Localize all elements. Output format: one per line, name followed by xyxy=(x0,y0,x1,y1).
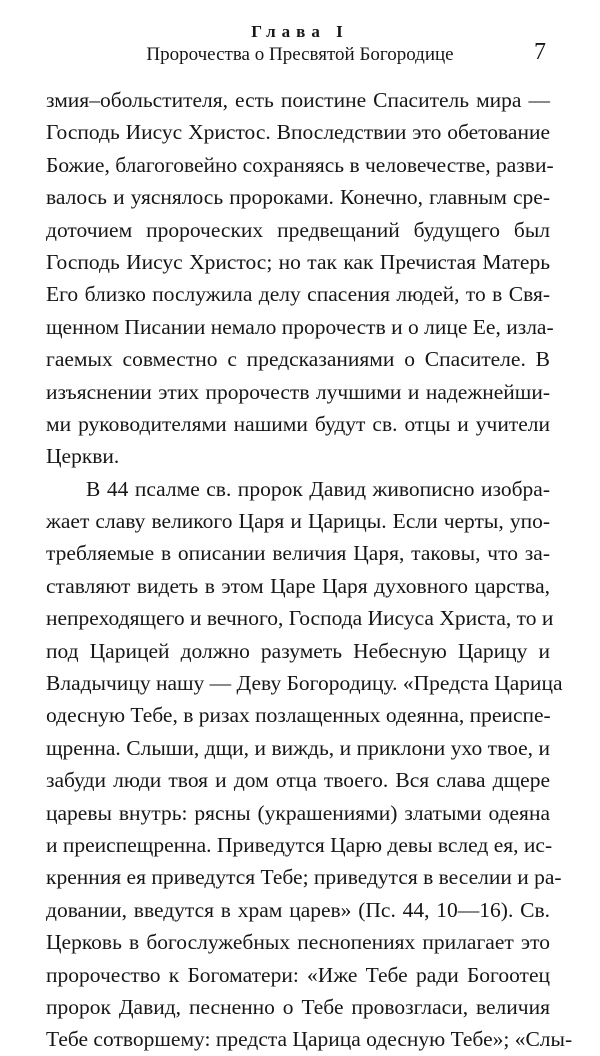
text-line: царевы внутрь: рясны (украшениями) златыми одеяна xyxy=(46,800,550,825)
text-line: и преиспещренна. Приведутся Царю девы вслед ея, ис- xyxy=(46,832,553,857)
paragraph xyxy=(46,473,573,1056)
text-line: кренния ея приведутся Тебе; приведутся в веселии и ра- xyxy=(46,865,562,890)
text-line: забуди люди твоя и дом отца твоего. Вся слава дщере xyxy=(46,768,550,793)
text-line: Тебе сотворшему: предста Царица одесную Тебе»; «Слы- xyxy=(46,1027,573,1052)
text-line: ми руководителями нашими будут св. отцы и учители xyxy=(46,411,550,436)
text-line: жает славу великого Царя и Царицы. Если черты, упо- xyxy=(46,509,550,534)
text-line: В 44 псалме св. пророк Давид живописно изобра- xyxy=(86,476,550,501)
text-line: гаемых совместно с предсказаниями о Спасителе. В xyxy=(46,347,550,372)
text-line: изъяснении этих пророчеств лучшими и надежнейши- xyxy=(46,379,550,404)
text-line: непреходящего и вечного, Господа Иисуса Христа, то и xyxy=(46,606,554,631)
text-line: пророчество к Богоматери: «Иже Тебе ради Богоотец xyxy=(46,962,550,987)
page-number: 7 xyxy=(534,39,546,65)
chapter-heading: Глава I xyxy=(251,22,349,41)
text-line: Его близко послужила делу спасения людей, то в Свя- xyxy=(46,282,550,307)
chapter-subtitle: Пророчества о Пресвятой Богородице xyxy=(146,44,454,65)
text-line: довании, введутся в храм царев» (Пс. 44, 10—16). Св. xyxy=(46,897,550,922)
text-line: ставляют видеть в этом Царе Царя духовного царства, xyxy=(46,573,550,598)
text-line: Господь Иисус Христос; но так как Пречистая Матерь xyxy=(46,249,550,274)
text-line: Господь Иисус Христос. Впоследствии это обетование xyxy=(46,120,550,145)
text-line: Церковь в богослужебных песнопениях прилагает это xyxy=(46,930,550,955)
text-line: змия–обольстителя, есть поистине Спаситель мира — xyxy=(46,88,550,112)
text-line: доточием пророческих предвещаний будущего был xyxy=(46,217,550,242)
text-line: щенном Писании немало пророчеств и о лице Ее, изла- xyxy=(46,314,554,339)
text-line: щренна. Слыши, дщи, и виждь, и приклони ухо твое, и xyxy=(46,735,550,760)
paragraph xyxy=(46,84,554,473)
text-line: пророк Давид, песненно о Тебе провозгласи, величия xyxy=(46,994,550,1019)
text-line: требляемые в описании величия Царя, таковы, что за- xyxy=(46,541,550,566)
text-line: валось и уяснялось пророками. Конечно, главным сре- xyxy=(46,185,550,210)
text-line: под Царицей должно разуметь Небесную Царицу и xyxy=(46,638,550,663)
text-line: Церкви. xyxy=(46,444,120,469)
body-text xyxy=(46,84,573,1056)
text-line: одесную Тебе, в ризах позлащенных одеянна, преиспе- xyxy=(46,703,551,728)
text-line: Божие, благоговейно сохраняясь в человечестве, разви- xyxy=(46,152,554,177)
text-line: Владычицу нашу — Деву Богородицу. «Предста Царица xyxy=(46,671,563,696)
